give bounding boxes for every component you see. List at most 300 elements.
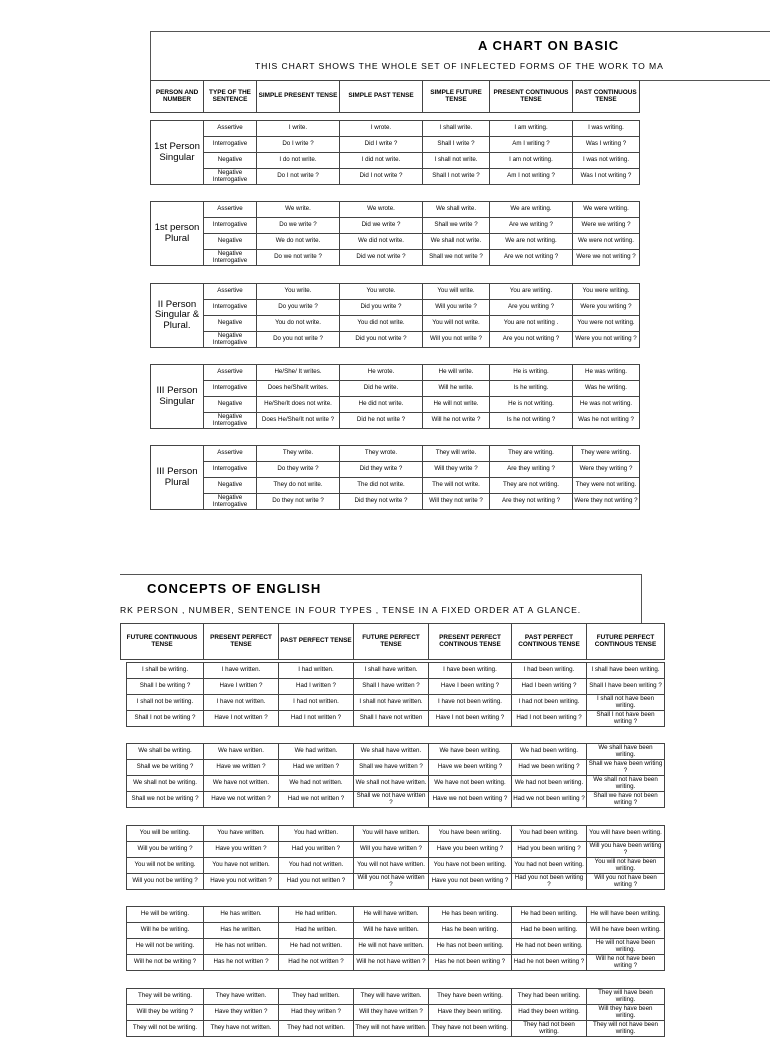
table-cell: He/She/It does not write. (257, 397, 340, 413)
table-cell: They were writing. (573, 446, 640, 462)
table-cell: Have you been writing ? (429, 842, 512, 858)
table-cell: Will they not write ? (423, 494, 490, 510)
table-cell: Are they writing ? (490, 462, 573, 478)
table-row (151, 234, 640, 250)
table-cell: Will he not be writing ? (127, 955, 204, 971)
table-cell: We are writing. (490, 202, 573, 218)
table-cell: You were writing. (573, 284, 640, 300)
table-cell: Will he not have been writing ? (587, 955, 665, 971)
table-cell: He has not written. (204, 939, 279, 955)
table-cell: Will he have been writing. (587, 923, 665, 939)
table-cell: Are they not writing ? (490, 494, 573, 510)
table-cell: Has he not been writing ? (429, 955, 512, 971)
table-cell: Is he writing. (490, 381, 573, 397)
table-row (127, 679, 665, 695)
table-cell: Were they not writing ? (573, 494, 640, 510)
table-cell: You will write. (423, 284, 490, 300)
table-cell: I have written. (204, 663, 279, 679)
page2-block (126, 662, 665, 727)
table-cell: You have written. (204, 826, 279, 842)
page1-title-box (150, 31, 770, 81)
person-label: 1st person Plural (151, 202, 204, 266)
table-cell: They have been writing. (429, 989, 512, 1005)
table-cell: He had not written. (279, 939, 354, 955)
table-cell: Had we not been writing ? (512, 792, 587, 808)
table-cell: He will have been writing. (587, 907, 665, 923)
page2-block-clip (126, 906, 661, 972)
table-cell: You do not write. (257, 316, 340, 332)
header-cell: FUTURE PERFECT TENSE (354, 624, 429, 660)
table-cell: Have I not been writing ? (429, 711, 512, 727)
table-cell: He is not writing. (490, 397, 573, 413)
header-cell: PRESENT PERFECT CONTINOUS TENSE (429, 624, 512, 660)
table-cell: Had he been writing. (512, 923, 587, 939)
table-cell: Will you not have written ? (354, 874, 429, 890)
table-cell: Do we write ? (257, 218, 340, 234)
page1-title: A CHART ON BASIC (478, 38, 620, 53)
table-cell: Assertive (204, 365, 257, 381)
table-cell: We were writing. (573, 202, 640, 218)
table-cell: Will they write ? (423, 462, 490, 478)
page2-block-clip (126, 825, 662, 891)
table-cell: Do you write ? (257, 300, 340, 316)
table-row (151, 153, 640, 169)
table-cell: Will you be writing ? (127, 842, 204, 858)
table-cell: Did they not write ? (340, 494, 423, 510)
table-cell: Negative Interrogative (204, 332, 257, 348)
table-cell: Will they have been writing. (587, 1005, 665, 1021)
table-cell: We shall not be writing. (127, 776, 204, 792)
table-cell: Had I written ? (279, 679, 354, 695)
table-cell: Assertive (204, 121, 257, 137)
table-cell: Have they written ? (204, 1005, 279, 1021)
table-cell: Had we not written ? (279, 792, 354, 808)
table-cell: Will he not have written ? (354, 955, 429, 971)
table-cell: We have written. (204, 744, 279, 760)
page1-block (150, 283, 640, 348)
table-cell: We shall have written. (354, 744, 429, 760)
table-cell: Shall I not write ? (423, 169, 490, 185)
table-row (127, 842, 665, 858)
header-cell: TYPE OF THE SENTENCE (204, 81, 257, 113)
table-cell: Does he/She/It writes. (257, 381, 340, 397)
table-row (127, 744, 665, 760)
table-cell: We shall have been writing. (587, 744, 665, 760)
page2-block-clip (126, 662, 662, 728)
table-row (151, 250, 640, 266)
table-cell: Interrogative (204, 462, 257, 478)
header-cell: FUTURE PERFECT CONTINOUS TENSE (587, 624, 665, 660)
table-cell: Shall we not have written ? (354, 792, 429, 808)
table-cell: Shall we have written ? (354, 760, 429, 776)
page1-header-row (150, 80, 640, 113)
table-cell: We had not written. (279, 776, 354, 792)
table-cell: They had not been writing. (512, 1021, 587, 1037)
table-cell: Is he not writing ? (490, 413, 573, 429)
table-cell: Negative Interrogative (204, 169, 257, 185)
table-cell: He wrote. (340, 365, 423, 381)
table-cell: Has he not written ? (204, 955, 279, 971)
table-cell: Negative Interrogative (204, 413, 257, 429)
table-row (151, 121, 640, 137)
table-row (151, 413, 640, 429)
table-cell: Had he not written ? (279, 955, 354, 971)
table-cell: I shall not write. (423, 153, 490, 169)
table-cell: Shall we not write ? (423, 250, 490, 266)
table-cell: You are writing. (490, 284, 573, 300)
table-cell: Negative Interrogative (204, 250, 257, 266)
table-cell: Shall I be writing ? (127, 679, 204, 695)
table-cell: Do you not write ? (257, 332, 340, 348)
header-cell: PAST PERFECT CONTINOUS TENSE (512, 624, 587, 660)
table-cell: You will have written. (354, 826, 429, 842)
table-cell: We wrote. (340, 202, 423, 218)
table-cell: Have you not been writing ? (429, 874, 512, 890)
table-cell: Assertive (204, 446, 257, 462)
table-cell: I am not writing. (490, 153, 573, 169)
header-cell: PRESENT CONTINUOUS TENSE (490, 81, 573, 113)
table-cell: They wrote. (340, 446, 423, 462)
table-cell: They had not written. (279, 1021, 354, 1037)
table-row (151, 137, 640, 153)
table-row (127, 907, 665, 923)
table-cell: You will be writing. (127, 826, 204, 842)
table-cell: You will have been writing. (587, 826, 665, 842)
table-cell: Were you writing ? (573, 300, 640, 316)
table-row (127, 826, 665, 842)
table-cell: Had you been writing ? (512, 842, 587, 858)
table-cell: Do they not write ? (257, 494, 340, 510)
table-cell: They will not be writing. (127, 1021, 204, 1037)
table-cell: They are writing. (490, 446, 573, 462)
table-cell: They are not writing. (490, 478, 573, 494)
table-cell: He will not have been writing. (587, 939, 665, 955)
table-cell: He will have written. (354, 907, 429, 923)
table-cell: I shall not have written. (354, 695, 429, 711)
header-cell: PAST PERFECT TENSE (279, 624, 354, 660)
table-cell: Have I written ? (204, 679, 279, 695)
page1-block (150, 445, 640, 510)
table-cell: Have we not been writing ? (429, 792, 512, 808)
person-label: III Person Singular (151, 365, 204, 429)
person-label: II Person Singular & Plural. (151, 284, 204, 348)
table-cell: Shall I have not written (354, 711, 429, 727)
table-cell: Will you not be writing ? (127, 874, 204, 890)
header-cell: PERSON AND NUMBER (151, 81, 204, 113)
table-cell: Had they written ? (279, 1005, 354, 1021)
table-cell: Shall I have been writing ? (587, 679, 665, 695)
table-cell: We had not been writing. (512, 776, 587, 792)
table-cell: He will not be writing. (127, 939, 204, 955)
table-cell: He had been writing. (512, 907, 587, 923)
table-row (127, 792, 665, 808)
table-cell: They were not writing. (573, 478, 640, 494)
table-cell: Did he not write ? (340, 413, 423, 429)
table-row (151, 462, 640, 478)
table-cell: He will write. (423, 365, 490, 381)
table-cell: Did they write ? (340, 462, 423, 478)
table-cell: They have not been writing. (429, 1021, 512, 1037)
table-cell: Has he been writing. (429, 923, 512, 939)
table-row (127, 858, 665, 874)
table-row (127, 663, 665, 679)
table-cell: Were you not writing ? (573, 332, 640, 348)
table-cell: Was I not writing ? (573, 169, 640, 185)
table-cell: Negative (204, 478, 257, 494)
table-row (151, 218, 640, 234)
table-row (151, 169, 640, 185)
table-cell: Did I write ? (340, 137, 423, 153)
table-cell: Shall we write ? (423, 218, 490, 234)
table-cell: I shall have been writing. (587, 663, 665, 679)
table-cell: Have we not written ? (204, 792, 279, 808)
page2-title-box (120, 574, 642, 624)
page2-block-clip (126, 743, 663, 809)
table-cell: They will not have written. (354, 1021, 429, 1037)
table-cell: We are not writing. (490, 234, 573, 250)
table-cell: Interrogative (204, 137, 257, 153)
table-row (127, 1005, 665, 1021)
table-row (151, 332, 640, 348)
table-cell: Will you not write ? (423, 332, 490, 348)
table-cell: You had not been writing. (512, 858, 587, 874)
table-cell: You write. (257, 284, 340, 300)
table-cell: He will not have written. (354, 939, 429, 955)
table-cell: We did not write. (340, 234, 423, 250)
table-cell: We shall write. (423, 202, 490, 218)
table-cell: Have you written ? (204, 842, 279, 858)
table-row (127, 695, 665, 711)
table-cell: Have you not written ? (204, 874, 279, 890)
table-cell: Am I writing ? (490, 137, 573, 153)
table-cell: We shall not have been writing. (587, 776, 665, 792)
table-cell: Will you write ? (423, 300, 490, 316)
table-cell: Was I writing ? (573, 137, 640, 153)
table-cell: I wrote. (340, 121, 423, 137)
table-cell: You did not write. (340, 316, 423, 332)
table-cell: Did I not write ? (340, 169, 423, 185)
table-cell: Are you writing ? (490, 300, 573, 316)
table-cell: I have been writing. (429, 663, 512, 679)
page2-block (126, 988, 665, 1037)
table-cell: Have they been writing. (429, 1005, 512, 1021)
table-row (127, 939, 665, 955)
table-cell: I have not been writing. (429, 695, 512, 711)
table-cell: He was not writing. (573, 397, 640, 413)
table-row (127, 1021, 665, 1037)
table-cell: Negative (204, 316, 257, 332)
table-cell: I was not writing. (573, 153, 640, 169)
page2-block-clip (126, 988, 658, 1035)
table-row (151, 300, 640, 316)
table-cell: I do not write. (257, 153, 340, 169)
table-cell: You will not have written. (354, 858, 429, 874)
page1-block (150, 364, 640, 429)
table-row (151, 446, 640, 462)
table-cell: I shall write. (423, 121, 490, 137)
table-cell: Negative (204, 234, 257, 250)
table-cell: We shall not have written. (354, 776, 429, 792)
table-cell: You have been writing. (429, 826, 512, 842)
table-cell: Has he written. (204, 923, 279, 939)
table-cell: Were we not writing ? (573, 250, 640, 266)
table-cell: They had been writing. (512, 989, 587, 1005)
table-cell: They have written. (204, 989, 279, 1005)
header-cell: SIMPLE PAST TENSE (340, 81, 423, 113)
table-cell: You will not have been writing. (587, 858, 665, 874)
table-row (151, 478, 640, 494)
table-row (151, 397, 640, 413)
table-cell: He will be writing. (127, 907, 204, 923)
table-cell: He had not been writing. (512, 939, 587, 955)
table-cell: I was writing. (573, 121, 640, 137)
page2-block (126, 906, 665, 971)
page2-header-row (120, 623, 665, 660)
table-cell: You are not writing . (490, 316, 573, 332)
table-cell: Negative Interrogative (204, 494, 257, 510)
table-cell: He has not been writing. (429, 939, 512, 955)
table-row (127, 874, 665, 890)
table-cell: Will they have written ? (354, 1005, 429, 1021)
table-cell: We do not write. (257, 234, 340, 250)
table-cell: Have I been writing ? (429, 679, 512, 695)
table-cell: I had been writing. (512, 663, 587, 679)
table-cell: He had written. (279, 907, 354, 923)
table-cell: We have not written. (204, 776, 279, 792)
table-row (127, 760, 665, 776)
table-cell: Had I not written ? (279, 711, 354, 727)
table-cell: He did not write. (340, 397, 423, 413)
table-cell: You had written. (279, 826, 354, 842)
table-cell: We had been writing. (512, 744, 587, 760)
table-row (127, 711, 665, 727)
table-cell: You will not write. (423, 316, 490, 332)
table-cell: I had written. (279, 663, 354, 679)
table-cell: They had written. (279, 989, 354, 1005)
header-cell: PRESENT PERFECT TENSE (204, 624, 279, 660)
table-cell: I shall have written. (354, 663, 429, 679)
table-cell: He has written. (204, 907, 279, 923)
table-cell: Are you not writing ? (490, 332, 573, 348)
table-cell: Do I not write ? (257, 169, 340, 185)
table-cell: Will he not write ? (423, 413, 490, 429)
table-cell: Shall we not be writing ? (127, 792, 204, 808)
table-cell: They will write. (423, 446, 490, 462)
table-cell: Will you have written ? (354, 842, 429, 858)
table-cell: Have we been writing ? (429, 760, 512, 776)
person-label: 1st Person Singular (151, 121, 204, 185)
table-cell: Had he not been writing ? (512, 955, 587, 971)
table-cell: Had we written ? (279, 760, 354, 776)
table-cell: You wrote. (340, 284, 423, 300)
header-cell: SIMPLE PRESENT TENSE (257, 81, 340, 113)
table-cell: He has been writing. (429, 907, 512, 923)
table-cell: Had you not been writing ? (512, 874, 587, 890)
table-cell: Shall we have not been writing ? (587, 792, 665, 808)
table-cell: Did he write. (340, 381, 423, 397)
table-cell: Did you write ? (340, 300, 423, 316)
table-cell: You will not be writing. (127, 858, 204, 874)
table-cell: Had you not written ? (279, 874, 354, 890)
table-cell: I shall not be writing. (127, 695, 204, 711)
table-cell: Had we been writing ? (512, 760, 587, 776)
person-label: III Person Plural (151, 446, 204, 510)
table-cell: He/She/ It writes. (257, 365, 340, 381)
page1-block (150, 201, 640, 266)
table-cell: Do they write ? (257, 462, 340, 478)
table-cell: Had you written ? (279, 842, 354, 858)
table-cell: Shall I have written ? (354, 679, 429, 695)
header-cell: PAST CONTINUOUS TENSE (573, 81, 640, 113)
table-cell: They will have been writing. (587, 989, 665, 1005)
table-cell: Will you not have been writing ? (587, 874, 665, 890)
table-cell: I write. (257, 121, 340, 137)
table-row (151, 284, 640, 300)
table-cell: You had been writing. (512, 826, 587, 842)
table-cell: They write. (257, 446, 340, 462)
table-cell: We have been writing. (429, 744, 512, 760)
table-cell: Had I not been writing ? (512, 711, 587, 727)
table-cell: Had I been writing ? (512, 679, 587, 695)
table-cell: Will he write. (423, 381, 490, 397)
table-cell: I had not written. (279, 695, 354, 711)
table-cell: Do we not write ? (257, 250, 340, 266)
table-row (151, 316, 640, 332)
table-cell: Will you have been writing ? (587, 842, 665, 858)
table-cell: Will he have written. (354, 923, 429, 939)
table-cell: We shall be writing. (127, 744, 204, 760)
table-cell: You have not written. (204, 858, 279, 874)
page2-title: CONCEPTS OF ENGLISH (147, 581, 322, 596)
table-cell: Did you not write ? (340, 332, 423, 348)
page2-header-clip (120, 623, 657, 659)
table-cell: I did not write. (340, 153, 423, 169)
table-cell: Shall I not have been writing ? (587, 711, 665, 727)
table-cell: They will be writing. (127, 989, 204, 1005)
table-cell: They will not have been writing. (587, 1021, 665, 1037)
page2-block (126, 743, 665, 808)
table-cell: We had written. (279, 744, 354, 760)
table-cell: We were not writing. (573, 234, 640, 250)
table-cell: You had not written. (279, 858, 354, 874)
table-cell: We shall not write. (423, 234, 490, 250)
table-cell: Negative (204, 397, 257, 413)
table-cell: They will have written. (354, 989, 429, 1005)
table-cell: Did we not write ? (340, 250, 423, 266)
table-cell: Shall we have been writing ? (587, 760, 665, 776)
table-cell: Had he written. (279, 923, 354, 939)
table-cell: I had not been writing. (512, 695, 587, 711)
table-cell: We write. (257, 202, 340, 218)
table-row (127, 989, 665, 1005)
table-row (127, 776, 665, 792)
header-cell: FUTURE CONTINUOUS TENSE (121, 624, 204, 660)
table-cell: You have not been writing. (429, 858, 512, 874)
table-cell: I have not written. (204, 695, 279, 711)
table-cell: Are we writing ? (490, 218, 573, 234)
table-cell: Interrogative (204, 218, 257, 234)
table-cell: Will they be writing ? (127, 1005, 204, 1021)
page2-subtitle: RK PERSON , NUMBER, SENTENCE IN FOUR TYPES , TENSE IN A FIXED ORDER AT A GLANCE. (120, 605, 582, 615)
table-cell: They do not write. (257, 478, 340, 494)
table-row (127, 923, 665, 939)
table-cell: The will not write. (423, 478, 490, 494)
table-cell: Does He/She/It not write ? (257, 413, 340, 429)
table-cell: Assertive (204, 284, 257, 300)
table-cell: Was he writing. (573, 381, 640, 397)
table-cell: I am writing. (490, 121, 573, 137)
table-cell: You were not writing. (573, 316, 640, 332)
